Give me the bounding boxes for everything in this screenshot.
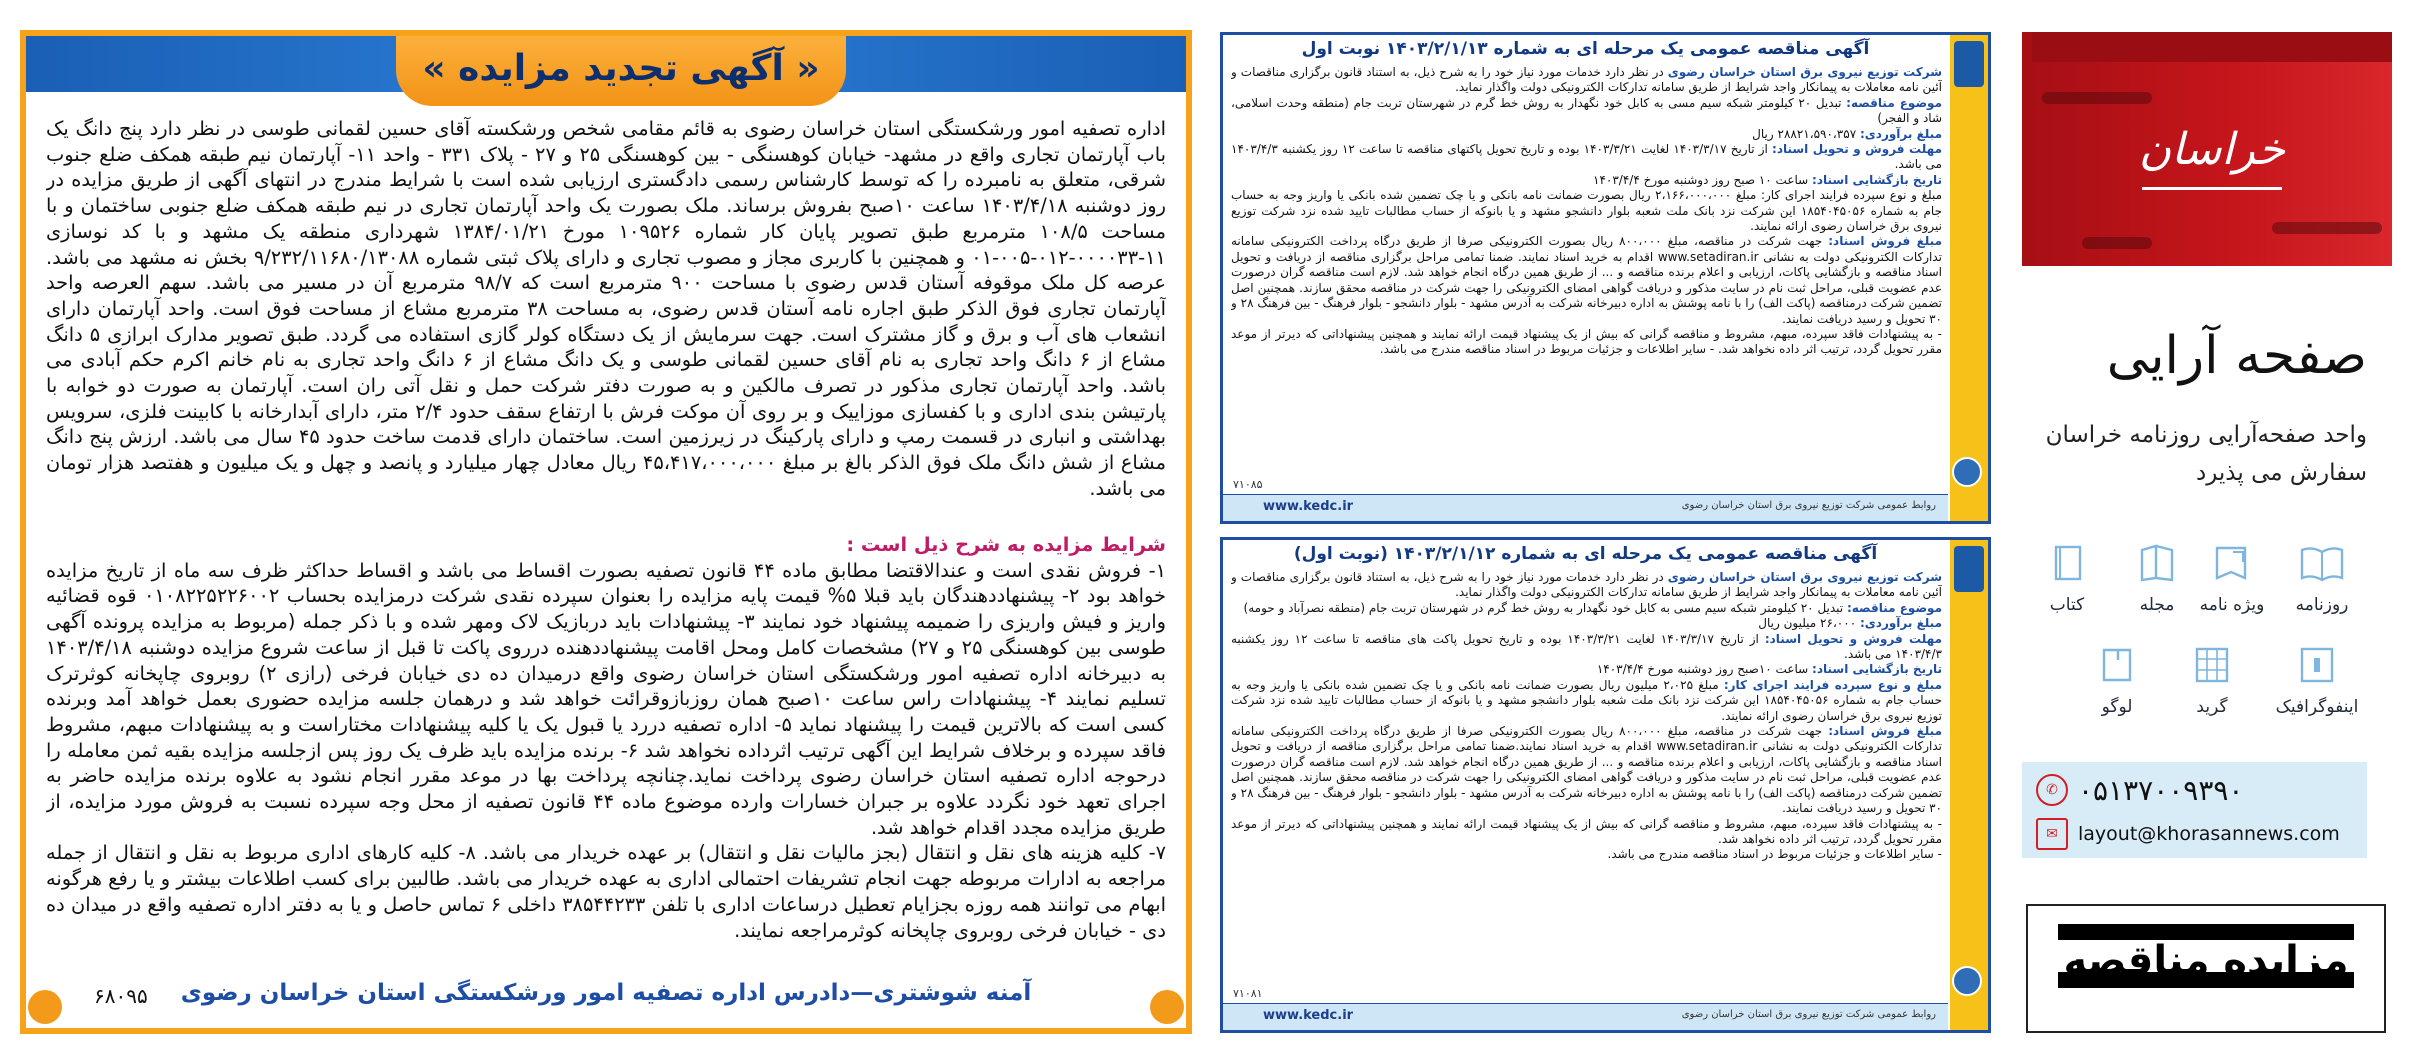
phone-number: ۰۵۱۳۷۰۰۹۳۹۰ (2078, 773, 2244, 807)
tender-notice-1 (1220, 32, 1991, 524)
tender-1-publisher: روابط عمومی شرکت توزیع نیروی برق استان خراسان رضوی (1681, 500, 1936, 511)
corner-dot-icon (1150, 990, 1184, 1024)
tender-paragraph (1231, 234, 1942, 326)
email-row[interactable] (2036, 814, 2340, 854)
auction-intro: اداره تصفیه امور ورشکستگی استان خراسان رضوی به قائم مقامی شخص ورشکسته آقای حسین لقمانی طوسی در نظر دارد پنج دانگ یک باب آپارتمان تجاری واقع در مشهد- خیابان کوهسنگی - بین کوهسنگی ۲۵ و ۲۷ - پلاک ۳۳۱ - واحد ۱۱- آپارتمان نیم طبقه همکف ضلع جنوب شرقی، متعلق به نامبرده را که توسط کارشناس رسمی دادگستری ارزیابی شده است با شرایط مندرج در انتهای آگهی از طریق مزایده در روز دوشنبه ۱۴۰۳/۴/۱۸ ساعت ۱۰صبح بفروش برساند. ملک بصورت یک واحد آپارتمان تجاری در نیم طبقه همکف ضلع جنوبی ساختمان و با مساحت ۱۰۸/۵ مترمربع طبق تصویر پایان کار شماره ۱۰۹۵۲۶ مورخ ۱۳۸۴/۰۱/۲۱ شهرداری منطقه یک مشهد و با کد نوسازی ۱۱-۰۰۰۰۳۳-۰۱۲-۰۰۵-۰۱ و همچنین با کاربری مجاز و مصوب تجاری و دارای پلاک ثبتی شماره ۹/۲۳۲/۱۱۶۸۰/۱۳۰۸۸ بخش نه مشهد می باشد. عرصه کل ملک موقوفه آستان قدس رضوی با مساحت ۹۰۰ مترمربع است که ۹۸/۷ مترمربع آن در مسیر می باشد. سهم العرصه واحد آپارتمان تجاری فوق الذکر طبق اجاره نامه آستان قدس رضوی، به مساحت ۳۸ مترمربع مشاع از مساحت فوق است. واحد آپارتمان دارای انشعاب های آب و برق و گاز مشترک است. جهت سرمایش از یک دستگاه کولر گازی استفاده می گردد. طبق تصویر مدارک ابرازی ۵ دانگ مشاع از ۶ دانگ واحد تجاری به نام آقای حسین لقمانی طوسی و یک دانگ مشاع از ۶ دانگ واحد تجاری به نام خانم اکرم حکم آبادی می باشد. واحد آپارتمان تجاری مذکور در تصرف مالکین و به صورت دفتر شرکت حمل و نقل آتی ران است. آپارتمان به صورت دو خوابه با پارتیشن بندی اداری و با کفسازی موزاییک و بر روی آن موکت فرش با ارتفاع سقف حدود ۲/۴ متر، دارای آبدارخانه با کابینت فلزی، سرویس بهداشتی و انباری در قسمت رمپ و دارای پارکینگ در زیرزمین است. ساختمان دارای قدمت ساخت حدود ۴۵ سال می باشد. ارزش پنج دانگ مشاع از شش دانگ ملک فوق الذکر بالغ بر مبلغ ۴۵،۴۱۷،۰۰۰،۰۰۰ ریال معادل چهار میلیارد و پانصد و چهل و یک میلیون و هفتصد هزار تومان می باشد. (46, 117, 1166, 500)
infographic-icon (2294, 646, 2340, 684)
service-label: روزنامه (2295, 595, 2349, 615)
auction-signature-row (46, 980, 1166, 1016)
tender-paragraph (1231, 127, 1942, 142)
tender-paragraph (1231, 817, 1942, 848)
tender-paragraph (1231, 327, 1942, 358)
tender-paragraph (1231, 662, 1942, 677)
tender-paragraph (1231, 96, 1942, 127)
mozayede-logo-text: مزایده مناقصه (2063, 938, 2349, 984)
tender-paragraph-text: از تاریخ ۱۴۰۳/۳/۱۷ لغایت ۱۴۰۳/۳/۲۱ بوده و تاریخ تحویل پاکتهای مناقصه تا ساعت ۱۲ روز یکشنبه ۱۴۰۳/۴/۳ می باشد. (1231, 142, 1942, 172)
tender-paragraph (1231, 570, 1942, 601)
service-logo (2072, 646, 2162, 717)
tender-paragraph-text: تبدیل ۲۰ کیلومتر شبکه سیم مسی به کابل خود نگهدار به روش خط گرم در شهرستان تربت جام (منطقه نصرآباد و حومه) (1243, 600, 1847, 615)
tender-paragraph-text: در نظر دارد خدمات مورد نیاز خود را به شرح ذیل، به استناد قانون برگزاری مناقصات و آئین نامه معاملات به پیمانکار واجد شرایط از طریق سامانه تدارکات الکترونیکی دولت واگذار نماید. (1231, 570, 1942, 600)
tender-paragraph-text: ساعت ۱۰صبح روز دوشنبه مورخ ۱۴۰۳/۴/۴ (1596, 662, 1813, 677)
tender-2-title: آگهی مناقصه عمومی یک مرحله ای به شماره ۱۴۰۳/۲/۱/۱۲ (نوبت اول) (1293, 544, 1878, 564)
tender-paragraph-text: - سایر اطلاعات و جزئیات مربوط در اسناد مناقصه مندرج می باشد. (1607, 847, 1942, 862)
tender-paragraph-key: مبلغ برآوردی: (1859, 616, 1942, 631)
tender-paragraph-key: موضوع مناقصه: (1846, 600, 1942, 615)
tender-paragraph-text: - به پیشنهادات فاقد سپرده، مبهم، مشروط و مناقصه گرانی که بیش از یک پیشنهاد قیمت ارائه نمایند و همچنین پیشنهاداتی که دیرتر از موعد مقرر تحویل گردد، ترتیب اثر داده نخواهد شد. - سایر اطلاعات و جزئیات مربوط در اسناد مناقصه مندرج می باشد. (1231, 326, 1942, 357)
tender-1-website[interactable]: www.kedc.ir (1263, 499, 1354, 514)
tender-paragraph-text: ۲۶،۰۰۰ میلیون ریال (1758, 616, 1860, 631)
khorasan-logo: خراسان (2138, 124, 2286, 175)
service-label: اینفوگرافیک (2275, 697, 2359, 717)
tender-2-footer (1223, 1003, 1948, 1030)
auction-code: ۶۸۰۹۵ (94, 984, 148, 1008)
tender-paragraph (1231, 632, 1942, 663)
tender-paragraph (1231, 724, 1942, 816)
mozayede-logo-box (2026, 904, 2386, 1033)
banner-band (2032, 32, 2392, 62)
tender-paragraph-text: مبلغ و نوع سپرده فرایند اجرای کار: مبلغ ۲،۱۶۶،۰۰۰،۰۰۰ ریال بصورت ضمانت نامه بانکی و یا چک تضمین شده بانکی یا واریز وجه به حساب جام به شماره ۱۸۵۴۰۴۵۰۵۶ این شرکت نزد بانک ملت شعبه بلوار دانشجو مشهد و یا بانوکه از حساب مطالبات تایید شده نزد شرکت توزیع نیروی برق خراسان رضوی ارائه نمایند. (1231, 188, 1942, 234)
service-newspaper (2277, 544, 2367, 615)
tender-paragraph-key: موضوع مناقصه: (1846, 95, 1942, 110)
email-icon: ✉ (2036, 818, 2068, 850)
service-infographic (2262, 646, 2372, 717)
auction-intro-block (46, 116, 1166, 526)
tender-paragraph (1231, 142, 1942, 173)
tender-paragraph-text: جهت شرکت در مناقصه، مبلغ ۸۰۰،۰۰۰ ریال بصورت الکترونیکی صرفا از طریق درگاه پرداخت الکترونیکی سامانه تدارکات الکترونیکی دولت به نشانی www.setadiran.ir اقدام به خرید اسناد نمایند.ضمنا تمامی مراحل برگزاری مناقصه از دریافت و تحویل اسناد مناقصه و بازگشایی پاکات، ارزیابی و اعلام برنده مناقصه و ... از طریق همین درگاه انجام خواهد شد. لازم است مناقصه گران درصورت عدم عضویت قبلی، مراحل ثبت نام در سایت مذکور و دریافت گواهی امضای الکترونیکی را جهت شرکت در مناقصه محقق سازند. همچنین اصل تضمین شرکت درمناقصه (پاکت الف) را با نامه پوشش به اداره دبیرخانه شرکت به آدرس مشهد - بلوار دانشجو - بلوار فرهنگ - بین فرهنگ ۲۸ و ۳۰ تحویل و رسید دریافت نمایند. (1231, 724, 1942, 816)
tender-side-strip (1950, 540, 1988, 1030)
phone-row[interactable] (2036, 770, 2243, 810)
tender-paragraph-key: مبلغ فروش اسناد: (1828, 724, 1942, 739)
service-label: مجله (2139, 595, 2175, 615)
tender-paragraph (1231, 847, 1942, 862)
auction-frame (26, 36, 1186, 1028)
tender-2-code: ۷۱۰۸۱ (1233, 987, 1263, 1000)
tender-paragraph-key: مبلغ و نوع سپرده فرایند اجرای کار: (1723, 677, 1942, 692)
service-label: کتاب (2049, 595, 2085, 615)
tender-paragraph-text: ۲۸۸۲۱،۵۹۰،۳۵۷ ریال (1752, 126, 1860, 141)
contact-box (2022, 762, 2367, 858)
tender-paragraph-text: - به پیشنهادات فاقد سپرده، مبهم، مشروط و مناقصه گرانی که بیش از یک پیشنهاد قیمت ارائه نمایند و همچنین پیشنهاداتی که دیرتر از موعد مقرر تحویل گردد، ترتیب اثر داده نخواهد شد. (1231, 816, 1942, 846)
khorasan-layout-ad (2022, 32, 2392, 1032)
kedc-seal-icon (1952, 966, 1982, 996)
tender-paragraph-key: شرکت توزیع نیروی برق استان خراسان رضوی (1667, 65, 1942, 79)
tender-paragraph-key: مبلغ فروش اسناد: (1828, 234, 1942, 249)
tender-1-footer (1223, 494, 1948, 521)
banner-stroke (2082, 237, 2152, 249)
layout-title: صفحه آرایی (2106, 326, 2367, 386)
kedc-seal-icon (1952, 457, 1982, 487)
auction-conditions-2: ۷- کلیه هزینه های نقل و انتقال (بجز مالیات نقل و انتقال) بر عهده خریدار می باشد. ۸- کلیه کارهای اداری مربوط به نقل و انتقال از جمله مراجعه به ادارات مربوطه جهت انجام تشریفات احتمالی اداری به عهده خریدار می باشد. طالبین برای کسب اطلاعات بیشتر و یا رفع هرگونه ابهام می توانند همه روزه بجزایام تعطیل درساعات اداری با تلفن ۳۸۵۴۴۲۳۳ داخلی ۶ تماس حاصل و یا به دفتر اداره تصفیه واقع در میدان ده دی - خیابان فرخی روبروی چاپخانه کوثرمراجعه نمایند. (46, 841, 1166, 942)
tender-paragraph-key: تاریخ بازگشایی اسناد: (1812, 662, 1942, 677)
kedc-logo-icon (1954, 546, 1984, 592)
tender-2-body (1231, 570, 1942, 982)
tender-paragraph-key: تاریخ بازگشایی اسناد: (1812, 172, 1942, 187)
auction-conditions-heading: شرایط مزایده به شرح ذیل است : (846, 533, 1166, 556)
book-icon (2044, 544, 2090, 582)
tender-side-strip (1950, 35, 1988, 521)
tender-paragraph-key: مهلت فروش و تحویل اسناد: (1764, 631, 1942, 646)
email-address: layout@khorasannews.com (2078, 823, 2340, 845)
corner-dot-icon (28, 990, 62, 1024)
tender-paragraph-key: مبلغ برآوردی: (1859, 126, 1942, 141)
tender-paragraph (1231, 678, 1942, 724)
service-label: گرید (2196, 697, 2228, 717)
tender-paragraph-text: مبلغ ۲،۰۲۵ میلیون ریال بصورت ضمانت نامه بانکی و یا چک تضمین شده بانکی یا واریز وجه به حساب جام به شماره ۱۸۵۴۰۴۵۰۵۶ این شرکت نزد بانک ملت شعبه بلوار دانشجو مشهد و یا بانوکه از حساب مطالبات تایید شده نزد شرکت توزیع نیروی برق خراسان رضوی ارائه نمایند. (1231, 677, 1942, 723)
special-issue-icon (2209, 544, 2255, 582)
logo-icon (2094, 646, 2140, 684)
auction-conditions: ۱- فروش نقدی است و عندالاقتضا مطابق ماده ۴۴ قانون تصفیه بصورت اقساط می باشد و اقساط حداکثر ظرف سه ماه از تاریخ مزایده خواهد بود ۲- پیشنهاددهندگان باید قبلا ۵% قیمت پایه مزایده را بعنوان سپرده نقدی شرکت درمزایده بحساب ۰۱۰۸۲۲۵۲۲۶۰۰۲ قوه قضائیه واریز و فیش واریزی را ضمیمه پیشنهاد خود نمایند ۳- پیشنهادات باید دربازیک لاک ومهر شده و با ذکر جمله (مربوط به مزایده پرونده آگهی طوسی بین کوهسنگی ۲۵ و ۲۷) مشخصات کامل ومحل اقامت پیشنهاددهنده درروی پاکت تا قبل از ساعت شروع مزایده دوشنبه ۱۴۰۳/۴/۱۸ به دبیرخانه اداره تصفیه امور ورشکستگی استان خراسان رضوی واقع درمیدان ده دی خیابان فرخی (رازی ۲) روبروی چاپخانه کوثرترک تسلیم نمایند ۴- پیشنهادات راس ساعت ۱۰صبح همان روزبازوقرائت خواهد شد و درهمان جلسه مزایده حضوری بعمل خواهد آمد وبرنده کسی است که بالاترین قیمت را پیشنهاد نماید ۵- اداره تصفیه دررد یا قبول یک یا کلیه پیشنهادات مختاراست و به پیشنهادات مبهم، مشروط فاقد سپرده و برخلاف شرایط این آگهی ترتیب اثرداده نخواهد شد ۶- برنده مزایده باید ظرف یک روز پس ازجلسه مزایده بقیه ثمن معامله را درحوجه اداره تصفیه استان خراسان رضوی پرداخت نماید.چنانچه پرداخت بها در موعد مقرر انجام نشود به علاوه برنده مزایده حاضر به اجرای تعهد خود نگردد علاوه بر جبران خسارات وارده موضوع ماده ۴۴ قانون تصفیه از محل وجه سپرده نسبت به فروش مورد مزایده، از طریق مزایده مجدد اقدام خواهد شد. (46, 558, 1166, 839)
service-label: لوگو (2101, 697, 2133, 717)
service-book (2022, 544, 2112, 615)
auction-conditions-block (46, 532, 1166, 952)
tender-paragraph (1231, 173, 1942, 188)
auction-notice (20, 30, 1192, 1034)
mozayede-logo (2058, 916, 2354, 1021)
banner-stroke (2042, 92, 2152, 104)
tender-1-title: آگهی مناقصه عمومی یک مرحله ای به شماره ۱۴۰۳/۲/۱/۱۳ نوبت اول (1301, 39, 1870, 59)
magazine-icon (2134, 544, 2180, 582)
tender-paragraph (1231, 188, 1942, 234)
layout-description: واحد صفحه‌آرایی روزنامه خراسان سفارش می پذیرد (2045, 422, 2367, 486)
tender-paragraph-text: تبدیل ۲۰ کیلومتر شبکه سیم مسی به کابل خود نگهدار به روش خط گرم در شهرستان تربت جام (منطقه وحدت اسلامی، شاد و الفجر) (1231, 95, 1942, 126)
kedc-logo-icon (1954, 41, 1984, 87)
tender-paragraph (1231, 601, 1942, 616)
logo-underline (2142, 187, 2282, 190)
khorasan-logo-banner (2022, 32, 2392, 266)
tender-2-publisher: روابط عمومی شرکت توزیع نیروی برق استان خراسان رضوی (1681, 1009, 1936, 1020)
tender-paragraph-text: جهت شرکت در مناقصه، مبلغ ۸۰۰،۰۰۰ ریال بصورت الکترونیکی صرفا از طریق درگاه پرداخت الکترونیکی سامانه تدارکات الکترونیکی دولت به نشانی www.setadiran.ir اقدام به خرید اسناد نمایند. ضمنا تمامی مراحل برگزاری مناقصه از دریافت و تحویل اسناد مناقصه و بازگشایی پاکات، ارزیابی و اعلام برنده مناقصه و ... از طریق همین درگاه انجام خواهد شد. لازم است مناقصه گران درصورت عدم عضویت قبلی، مراحل ثبت نام در سایت مذکور و دریافت گواهی امضای الکترونیکی را جهت شرکت در مناقصه محقق سازند. همچنین اصل تضمین شرکت درمناقصه (پاکت الف) را با نامه پوشش به اداره دبیرخانه شرکت به آدرس مشهد - بلوار دانشجو - بلوار فرهنگ - بین فرهنگ ۲۸ و ۳۰ تحویل و رسید دریافت نمایند. (1231, 234, 1942, 326)
auction-signature: آمنه شوشتری—دادرس اداره تصفیه امور ورشکستگی استان خراسان رضوی (180, 980, 1032, 1006)
tender-paragraph (1231, 616, 1942, 631)
phone-icon: ✆ (2036, 774, 2068, 806)
service-grid (2167, 646, 2257, 717)
tender-1-body (1231, 65, 1942, 473)
tender-paragraph-text: ساعت ۱۰ صبح روز دوشنبه مورخ ۱۴۰۳/۴/۴ (1593, 172, 1813, 187)
newspaper-icon (2299, 544, 2345, 582)
tender-paragraph-text: در نظر دارد خدمات مورد نیاز خود را به شرح ذیل، به استناد قانون برگزاری مناقصات و آئین نامه معاملات به پیمانکار واجد شرایط از طریق سامانه تدارکات الکترونیکی دولت واگذار نماید. (1231, 65, 1942, 95)
auction-title: « آگهی تجدید مزایده » (396, 36, 846, 106)
tender-paragraph (1231, 65, 1942, 96)
service-magazine (2112, 544, 2202, 615)
tender-2-website[interactable]: www.kedc.ir (1263, 1008, 1354, 1023)
tender-notice-2 (1220, 537, 1991, 1033)
service-label: ویژه نامه (2199, 595, 2265, 615)
tender-paragraph-key: شرکت توزیع نیروی برق استان خراسان رضوی (1667, 570, 1942, 584)
tender-1-code: ۷۱۰۸۵ (1233, 478, 1263, 491)
tender-paragraph-text: از تاریخ ۱۴۰۳/۳/۱۷ لغایت ۱۴۰۳/۳/۲۱ بوده و تاریخ تحویل پاکت های مناقصه تا ساعت ۱۲ روز یکشنبه ۱۴۰۳/۴/۳ می باشد. (1231, 631, 1942, 662)
grid-icon (2189, 646, 2235, 684)
tender-paragraph-key: مهلت فروش و تحویل اسناد: (1772, 142, 1942, 157)
banner-stroke (2272, 222, 2382, 234)
